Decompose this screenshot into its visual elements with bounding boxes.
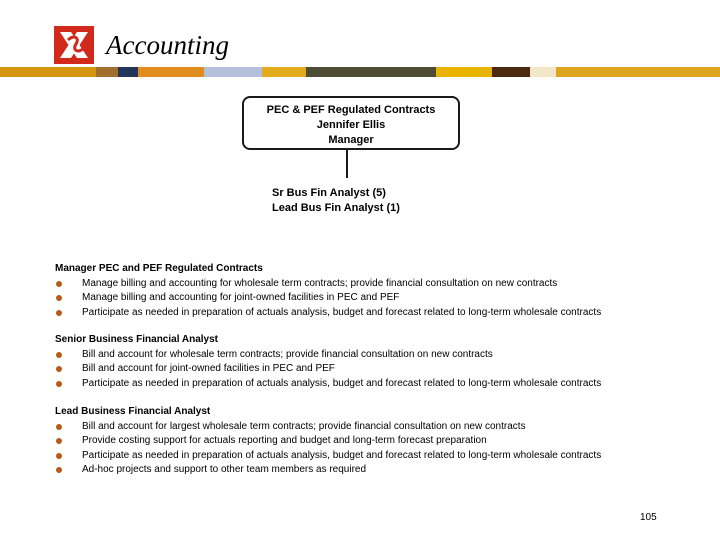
manager-role: Manager: [328, 134, 374, 146]
stripe-segment: [0, 67, 96, 77]
stripe-segment: [436, 67, 492, 77]
section-lead-analyst: [55, 405, 601, 478]
bullet-icon: [56, 438, 62, 444]
stripe-segment: [556, 67, 720, 77]
bullet-text: Participate as needed in preparation of actuals analysis, budget and forecast related to long-term wholesale contracts: [82, 306, 602, 318]
company-logo-icon: [54, 26, 94, 64]
stripe-segment: [138, 67, 204, 77]
bullet-text: Manage billing and accounting for joint-owned facilities in PEC and PEF: [82, 292, 400, 303]
list-item: [55, 291, 601, 306]
list-item: [55, 362, 601, 377]
section-heading: Lead Business Financial Analyst: [55, 406, 211, 417]
bullet-list: [55, 420, 601, 478]
bullet-icon: [56, 295, 62, 301]
list-item: [55, 306, 601, 321]
stripe-segment: [204, 67, 262, 77]
list-item: [55, 420, 601, 435]
bullet-text: Participate as needed in preparation of actuals analysis, budget and forecast related to long-term wholesale contracts: [82, 377, 602, 389]
stripe-segment: [262, 67, 306, 77]
bullet-icon: [56, 381, 62, 387]
team-line-senior: Sr Bus Fin Analyst (5): [272, 187, 386, 199]
color-stripe: [0, 67, 720, 77]
bullet-text: Bill and account for wholesale term contracts; provide financial consultation on new contracts: [82, 348, 493, 360]
bullet-text: Bill and account for joint-owned facilities in PEC and PEF: [82, 363, 335, 374]
bullet-text: Participate as needed in preparation of actuals analysis, budget and forecast related to long-term wholesale contracts: [82, 449, 602, 461]
stripe-segment: [530, 67, 556, 77]
list-item: [55, 348, 601, 363]
bullet-list: [55, 277, 601, 321]
bullet-text: Provide costing support for actuals reporting and budget and long-term forecast preparation: [82, 435, 487, 446]
page-title: Accounting: [106, 30, 229, 60]
manager-org-box: [242, 96, 460, 150]
list-item: [55, 463, 601, 478]
team-line-lead: Lead Bus Fin Analyst (1): [272, 202, 400, 214]
list-item: [55, 277, 601, 292]
list-item: [55, 377, 601, 392]
stripe-segment: [96, 67, 118, 77]
bullet-icon: [56, 467, 62, 473]
org-connector-line: [346, 150, 348, 178]
stripe-segment: [492, 67, 530, 77]
bullet-icon: [56, 424, 62, 430]
section-senior-analyst: [55, 333, 601, 391]
page-number: 105: [640, 512, 657, 523]
stripe-segment: [118, 67, 138, 77]
bullet-icon: [56, 310, 62, 316]
bullet-icon: [56, 352, 62, 358]
bullet-text: Manage billing and accounting for wholesale term contracts; provide financial consultation on new contracts: [82, 277, 558, 289]
team-members: [272, 186, 400, 216]
manager-name: Jennifer Ellis: [316, 119, 386, 131]
bullet-text: Bill and account for largest wholesale term contracts; provide financial consultation on new contracts: [82, 420, 526, 432]
bullet-icon: [56, 453, 62, 459]
stripe-segment: [306, 67, 436, 77]
bullet-icon: [56, 281, 62, 287]
org-unit-name: PEC & PEF Regulated Contracts: [266, 104, 436, 116]
section-manager: [55, 262, 601, 320]
section-heading: Manager PEC and PEF Regulated Contracts: [55, 263, 263, 274]
list-item: [55, 449, 601, 464]
list-item: [55, 434, 601, 449]
bullet-list: [55, 348, 601, 392]
section-heading: Senior Business Financial Analyst: [55, 334, 219, 345]
bullet-icon: [56, 366, 62, 372]
bullet-text: Ad-hoc projects and support to other team members as required: [82, 464, 367, 475]
